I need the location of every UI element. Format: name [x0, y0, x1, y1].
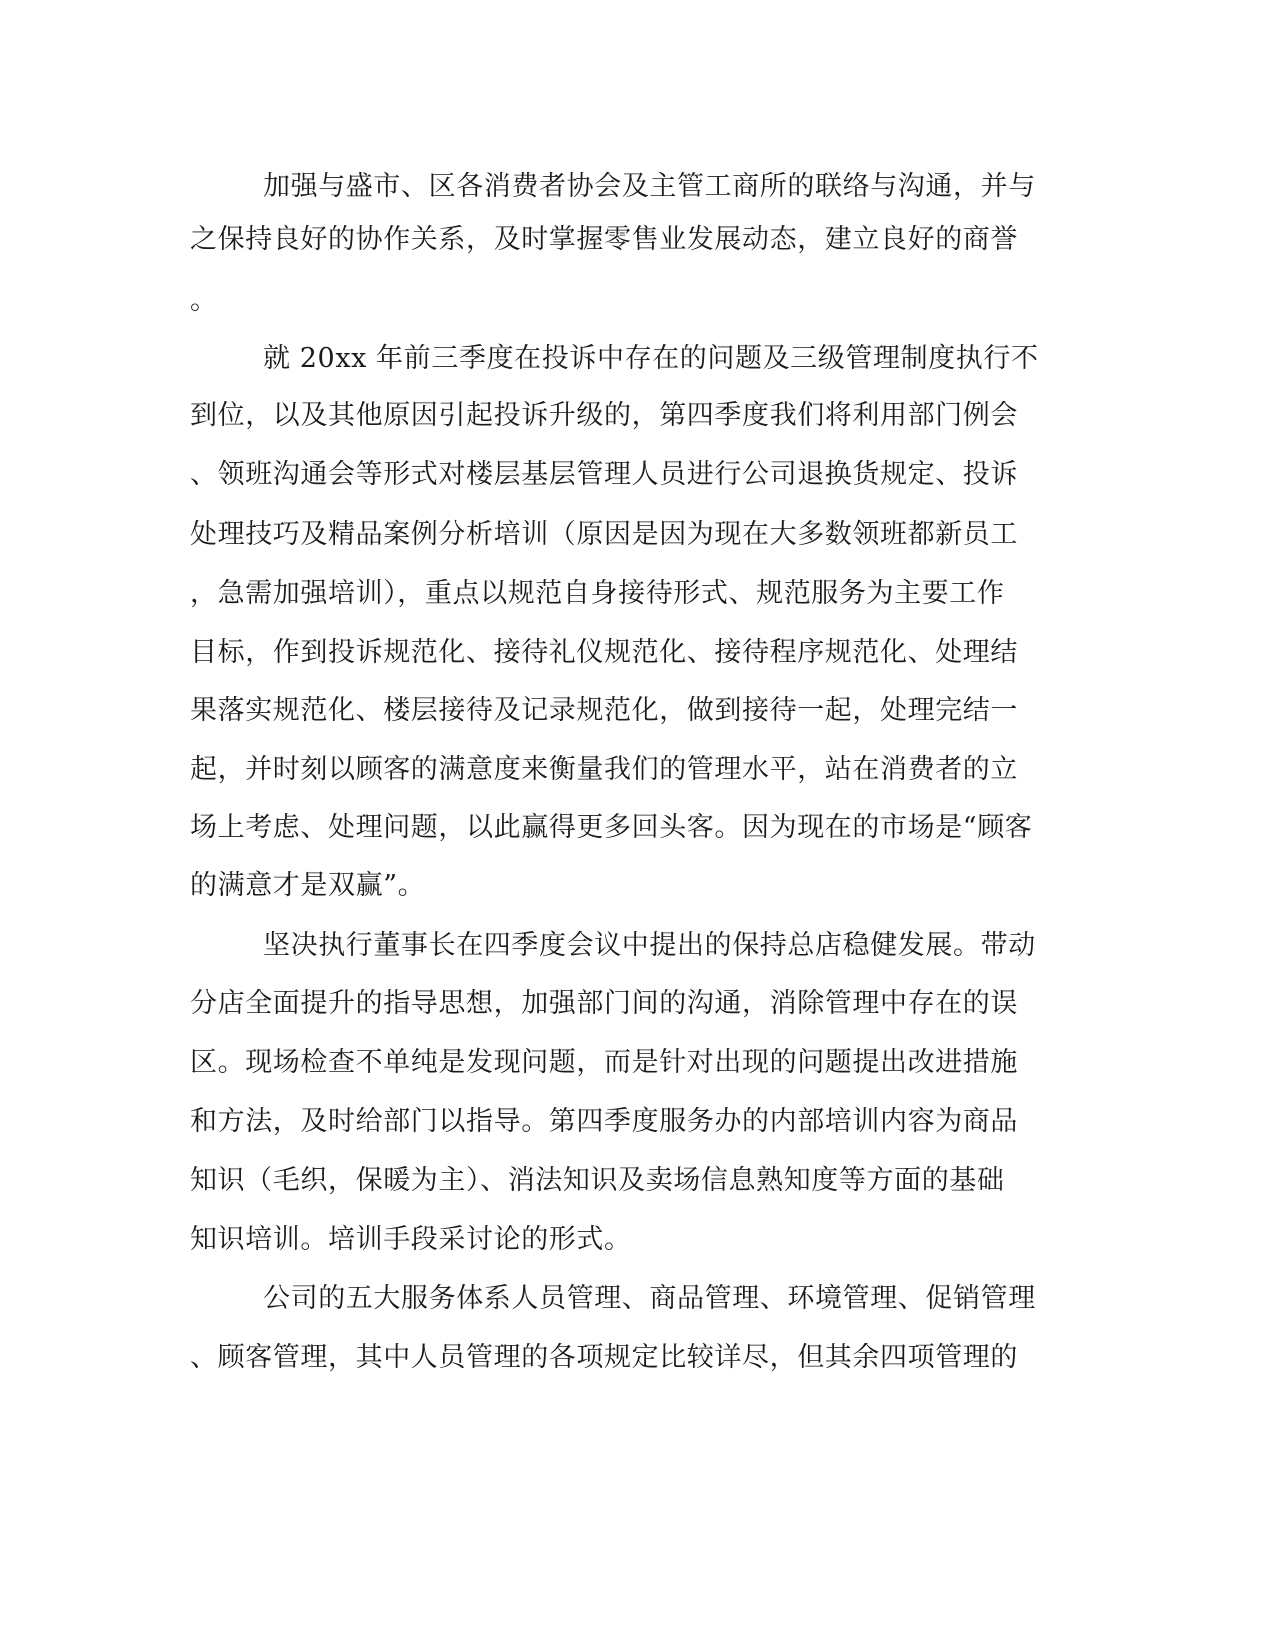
text-line: 处理技巧及精品案例分析培训（原因是因为现在大多数领班都新员工 — [190, 519, 1018, 550]
text-line: 的满意才是双赢”。 — [190, 870, 426, 901]
text-line: 起，并时刻以顾客的满意度来衡量我们的管理水平，站在消费者的立 — [190, 754, 1018, 785]
text-line: 知识培训。培训手段采讨论的形式。 — [190, 1224, 632, 1255]
text-line: 公司的五大服务体系人员管理、商品管理、环境管理、促销管理 — [263, 1283, 1036, 1314]
text-line: 到位，以及其他原因引起投诉升级的，第四季度我们将利用部门例会 — [190, 400, 1018, 431]
text-line: 果落实规范化、楼层接待及记录规范化，做到接待一起，处理完结一 — [190, 695, 1018, 726]
text-line: 就 20xx 年前三季度在投诉中存在的问题及三级管理制度执行不 — [263, 343, 1039, 374]
text-line: 场上考虑、处理问题，以此赢得更多回头客。因为现在的市场是“顾客 — [190, 812, 1033, 843]
text-line: 目标，作到投诉规范化、接待礼仪规范化、接待程序规范化、处理结 — [190, 637, 1018, 668]
text-line: ，急需加强培训），重点以规范自身接待形式、规范服务为主要工作 — [190, 578, 1005, 609]
text-line: 知识（毛织，保暖为主）、消法知识及卖场信息熟知度等方面的基础 — [190, 1165, 1005, 1196]
text-line: 坚决执行董事长在四季度会议中提出的保持总店稳健发展。带动 — [263, 930, 1036, 961]
text-line: 加强与盛市、区各消费者协会及主管工商所的联络与沟通，并与 — [263, 171, 1036, 202]
text-line: 区。现场检查不单纯是发现问题，而是针对出现的问题提出改进措施 — [190, 1047, 1018, 1078]
text-line: 、顾客管理，其中人员管理的各项规定比较详尽，但其余四项管理的 — [190, 1342, 1018, 1373]
text-line: 。 — [190, 285, 218, 316]
text-line: 分店全面提升的指导思想，加强部门间的沟通，消除管理中存在的误 — [190, 988, 1018, 1019]
text-line: 和方法，及时给部门以指导。第四季度服务办的内部培训内容为商品 — [190, 1106, 1018, 1137]
text-line: 之保持良好的协作关系，及时掌握零售业发展动态，建立良好的商誉 — [190, 224, 1018, 255]
text-line: 、领班沟通会等形式对楼层基层管理人员进行公司退换货规定、投诉 — [190, 459, 1018, 490]
